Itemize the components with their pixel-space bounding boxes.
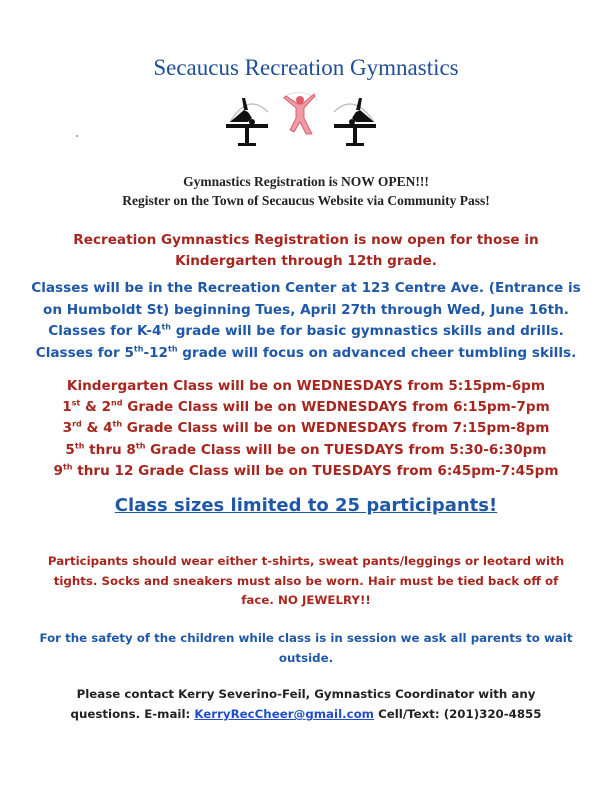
registration-announcement bbox=[0, 172, 612, 210]
dates-line: on Humboldt St) beginning Tues, April 27th through Wed, June 16th. bbox=[43, 301, 569, 318]
schedule-grades-5-8: 5th thru 8th Grade Class will be on TUESDAYS from 5:30-6:30pm bbox=[65, 441, 547, 458]
safety-line: For the safety of the children while class is in session we ask all parents to wait bbox=[39, 631, 573, 645]
contact-line: questions. E-mail: KerryRecCheer@gmail.com Cell/Text: (201)320-4855 bbox=[70, 707, 542, 721]
gymnasts-balance-beam-icon bbox=[222, 88, 382, 150]
schedule-grades-3-4: 3rd & 4th Grade Class will be on WEDNESDAYS from 7:15pm-8pm bbox=[62, 419, 550, 437]
5-12-classes-line: Classes for 5th-12th grade will focus on advanced cheer tumbling skills. bbox=[35, 343, 577, 361]
attire-requirements bbox=[0, 552, 612, 611]
schedule-grades-9-12: 9th thru 12 Grade Class will be on TUESDAYS from 6:45pm-7:45pm bbox=[53, 462, 559, 479]
contact-info bbox=[0, 684, 612, 724]
email-link[interactable]: KerryRecCheer@gmail.com bbox=[194, 707, 374, 721]
safety-line: outside. bbox=[278, 651, 334, 665]
contact-line: Please contact Kerry Severino-Feil, Gymnastics Coordinator with any bbox=[76, 687, 536, 701]
open-notice-line: Kindergarten through 12th grade. bbox=[175, 253, 437, 269]
registration-line: Gymnastics Registration is NOW OPEN!!! bbox=[183, 174, 429, 189]
page-title: Secaucus Recreation Gymnastics bbox=[153, 55, 459, 80]
location-line: Classes will be in the Recreation Center at 123 Centre Ave. (Entrance is bbox=[31, 280, 581, 296]
scan-speck bbox=[76, 135, 78, 137]
attire-line: Participants should wear either t-shirts, sweat pants/leggings or leotard with bbox=[47, 554, 565, 568]
attire-line: face. NO JEWELRY!! bbox=[241, 593, 371, 607]
open-notice-line: Recreation Gymnastics Registration is now open for those in bbox=[73, 232, 539, 248]
class-schedule bbox=[0, 376, 612, 482]
schedule-grades-1-2: 1st & 2nd Grade Class will be on WEDNESDAYS from 6:15pm-7pm bbox=[62, 398, 550, 416]
safety-notice bbox=[0, 628, 612, 668]
class-size-limit: Class sizes limited to 25 participants! bbox=[114, 495, 498, 516]
classes-info bbox=[0, 278, 612, 364]
schedule-kindergarten: Kindergarten Class will be on WEDNESDAYS from 5:15pm-6pm bbox=[66, 378, 546, 394]
attire-line: tights. Socks and sneakers must also be worn. Hair must be tied back off of bbox=[53, 573, 559, 588]
k4-classes-line: Classes for K-4th grade will be for basic gymnastics skills and drills. bbox=[48, 322, 564, 339]
community-pass-line: Register on the Town of Secaucus Website via Community Pass! bbox=[122, 193, 490, 208]
open-notice bbox=[0, 230, 612, 272]
